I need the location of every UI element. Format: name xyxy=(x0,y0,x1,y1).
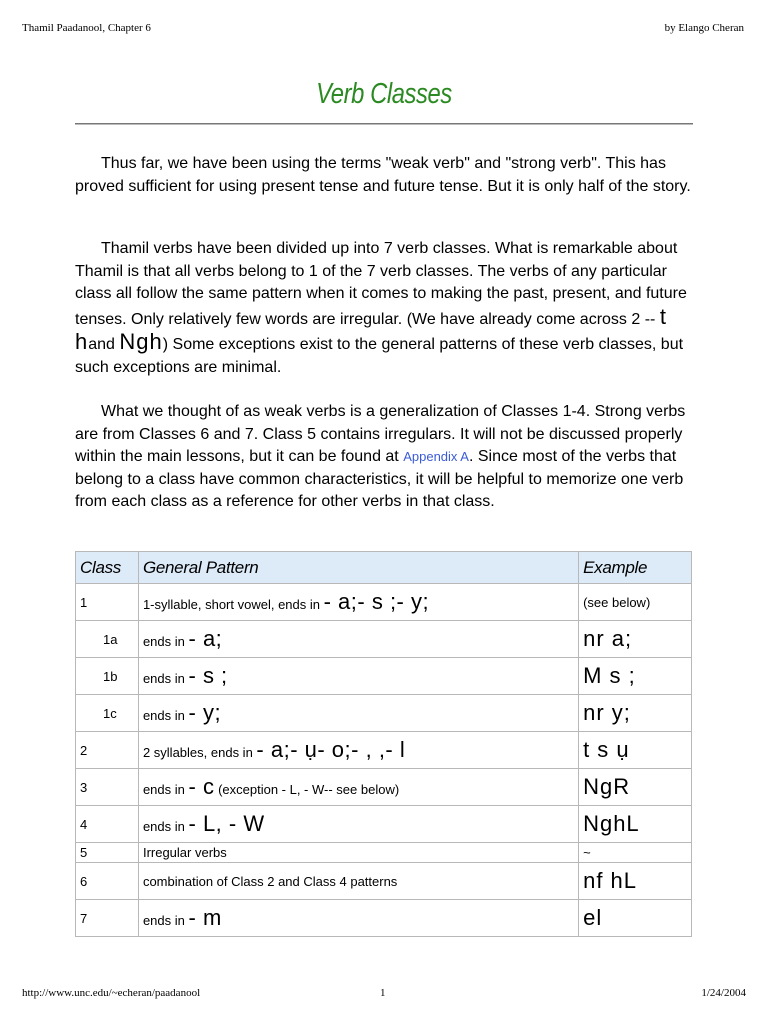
class-cell: 2 xyxy=(76,732,139,769)
table-row xyxy=(76,843,692,863)
pattern-glyph: - s ; xyxy=(188,663,228,688)
table-row xyxy=(76,900,692,937)
class-cell: 5 xyxy=(76,843,139,863)
example-cell: nr y; xyxy=(579,695,692,732)
table-row xyxy=(76,621,692,658)
table-header-row xyxy=(76,552,692,584)
pattern-glyph: - L, - W xyxy=(188,811,265,836)
p3-text-b: . Since most of the verbs that belong to a class have common characteristics, it will be helpful to memorize one verb from each class as a reference for other verbs in that class. xyxy=(75,448,684,510)
pattern-cell xyxy=(138,658,578,695)
pattern-glyph: - y; xyxy=(188,700,222,725)
pattern-cell xyxy=(138,900,578,937)
pattern-cell xyxy=(138,732,578,769)
pattern-cell xyxy=(138,769,578,806)
table-row xyxy=(76,695,692,732)
pattern-text: ends in xyxy=(142,708,189,723)
header-general-pattern: General Pattern xyxy=(138,552,578,584)
verb-class-table xyxy=(75,551,692,937)
pattern-text: 1-syllable, short vowel, ends in xyxy=(142,597,324,612)
pattern-cell xyxy=(138,695,578,732)
table-row xyxy=(76,806,692,843)
example-cell: NghL xyxy=(579,806,692,843)
class-cell: 1 xyxy=(76,584,139,621)
pattern-text: ends in xyxy=(142,634,189,649)
title-divider xyxy=(75,123,693,125)
p2-text-a: Thamil verbs have been divided up into 7 verb classes. What is remarkable about Thamil is that all verbs belong to 1 of the 7 verb classes. The verbs of any particular class all follow the same pattern when it comes to making the past, present, and future tenses. Only relatively few words are irregular. (We have already come across 2 -- xyxy=(75,240,687,328)
example-cell: el xyxy=(579,900,692,937)
header-left: Thamil Paadanool, Chapter 6 xyxy=(22,22,151,34)
pattern-glyph: - a;- s ;- y; xyxy=(323,589,430,614)
class-cell: 4 xyxy=(76,806,139,843)
footer-date: 1/24/2004 xyxy=(701,987,746,999)
example-cell: t s ụ xyxy=(579,732,692,769)
example-cell: nr a; xyxy=(579,621,692,658)
table-row xyxy=(76,658,692,695)
p2-text-c: ) Some exceptions exist to the general patterns of these verb classes, but such exceptions are minimal. xyxy=(75,336,684,376)
class-cell: 1b xyxy=(76,658,139,695)
page-title: Verb Classes xyxy=(316,78,452,110)
table-row xyxy=(76,769,692,806)
pattern-glyph: - m xyxy=(188,905,222,930)
p2-text-b: and xyxy=(88,336,120,353)
pattern-cell xyxy=(138,621,578,658)
pattern-cell xyxy=(138,863,578,900)
table-row xyxy=(76,584,692,621)
pattern-text: ends in xyxy=(142,782,189,797)
pattern-text: 2 syllables, ends in xyxy=(142,745,257,760)
paragraph-intro xyxy=(75,153,693,198)
footer-url: http://www.unc.edu/~echeran/paadanool xyxy=(22,987,201,999)
pattern-cell xyxy=(138,843,578,863)
paragraph-verb-classes xyxy=(75,238,693,379)
appendix-a-link[interactable]: Appendix A xyxy=(403,449,469,464)
footer-page-number: 1 xyxy=(380,987,386,999)
p2-glyph-2: Ngh xyxy=(119,329,163,354)
pattern-glyph: - c xyxy=(188,774,215,799)
pattern-note: (exception - L, - W-- see below) xyxy=(214,782,400,797)
class-cell: 1c xyxy=(76,695,139,732)
class-cell: 7 xyxy=(76,900,139,937)
pattern-glyph: - a;- ụ- o;- , ,- l xyxy=(256,737,406,762)
class-cell: 6 xyxy=(76,863,139,900)
paragraph-weak-strong xyxy=(75,401,693,514)
header-right: by Elango Cheran xyxy=(664,22,744,34)
pattern-text: combination of Class 2 and Class 4 patterns xyxy=(142,873,398,889)
pattern-text: Irregular verbs xyxy=(142,845,227,860)
example-cell: ~ xyxy=(579,843,692,863)
class-cell: 1a xyxy=(76,621,139,658)
pattern-text: ends in xyxy=(142,671,189,686)
pattern-text: ends in xyxy=(142,913,189,928)
table-body xyxy=(76,584,692,937)
paragraph-intro-text: Thus far, we have been using the terms "weak verb" and "strong verb". This has proved sufficient for using present tense and future tense. But it is only half of the story. xyxy=(75,155,691,195)
pattern-cell xyxy=(138,584,578,621)
p2-glyph-1: t h xyxy=(75,303,667,354)
example-cell: nf hL xyxy=(579,863,692,900)
example-cell: NgR xyxy=(579,769,692,806)
class-cell: 3 xyxy=(76,769,139,806)
p3-text-a: What we thought of as weak verbs is a generalization of Classes 1-4. Strong verbs are from Classes 6 and 7. Class 5 contains irregulars. It will not be discussed properly within the main lessons, but it can be found at xyxy=(75,403,686,465)
table-row xyxy=(76,732,692,769)
example-cell: (see below) xyxy=(579,584,692,621)
table-row xyxy=(76,863,692,900)
pattern-cell xyxy=(138,806,578,843)
header-class: Class xyxy=(76,552,139,584)
pattern-glyph: - a; xyxy=(188,626,223,651)
header-example: Example xyxy=(579,552,692,584)
pattern-text: ends in xyxy=(142,819,189,834)
example-cell: M s ; xyxy=(579,658,692,695)
